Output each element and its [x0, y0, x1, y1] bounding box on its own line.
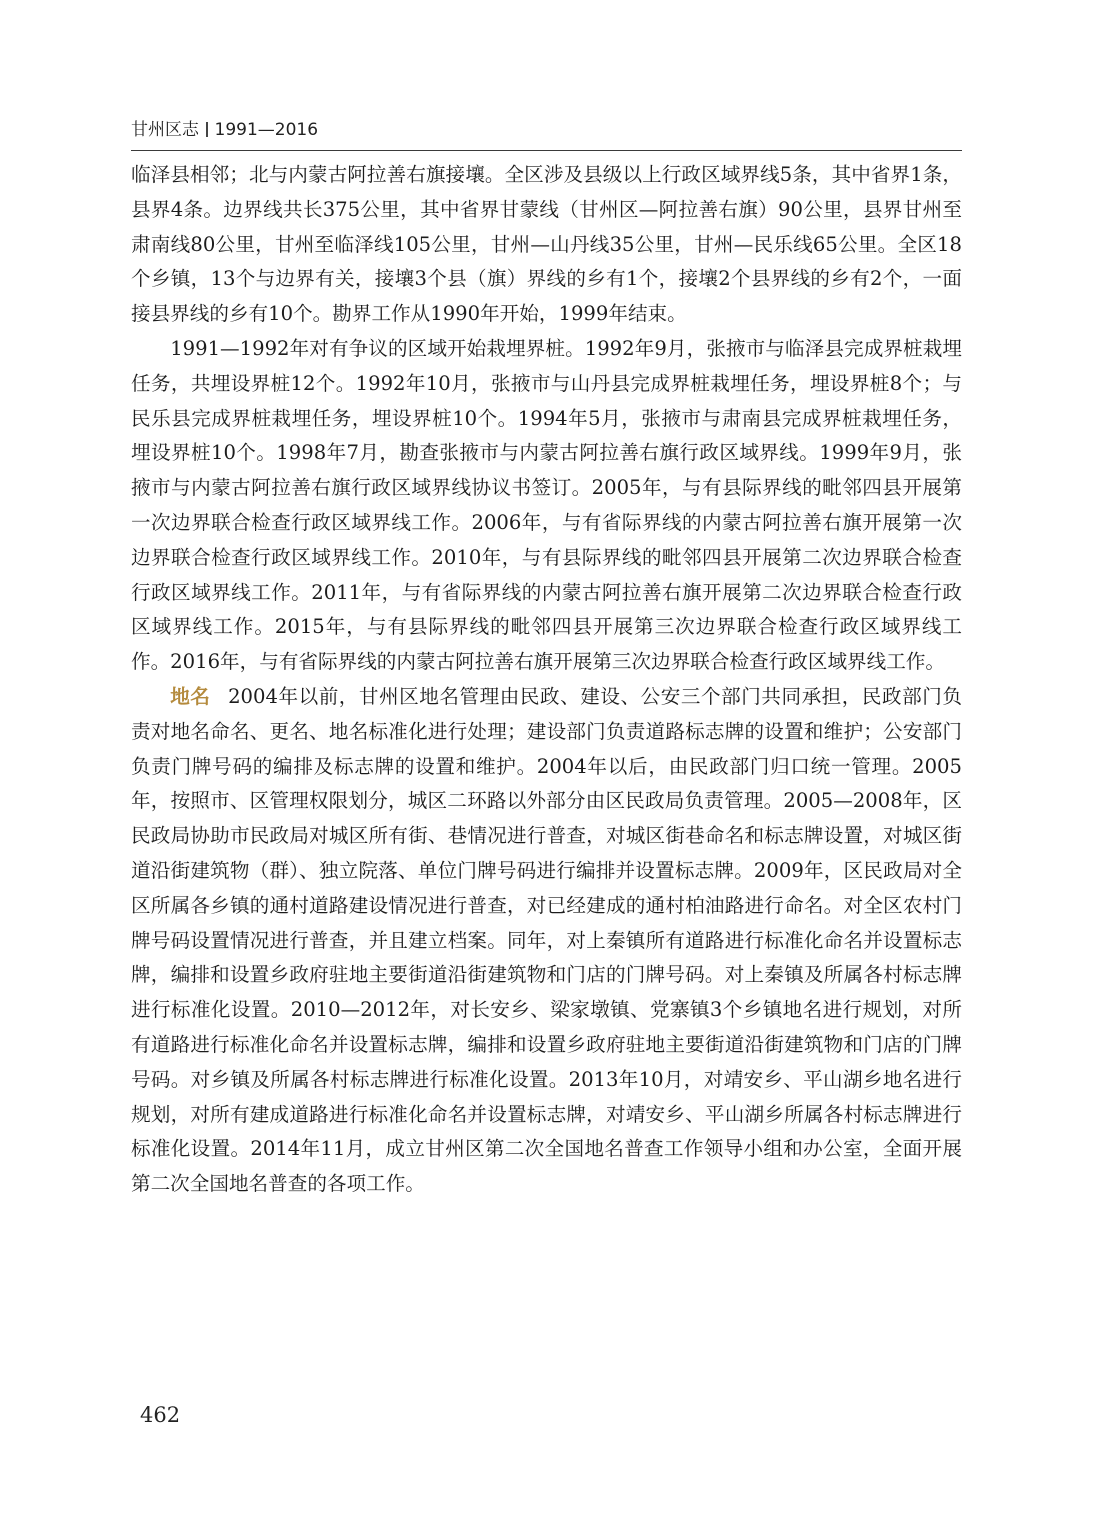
paragraph-text: 临泽县相邻；北与内蒙古阿拉善右旗接壤。全区涉及县级以上行政区域界线5条，其中省界1条，县界4条。边界线共长375公里，其中省界甘蒙线（甘州区—阿拉善右旗）90公里，县界甘州至肃南线80公里，甘州至临泽线105公里，甘州—山丹线35公里，甘州—民乐线65公里。全区18个乡镇，13个与边界有关，接壤3个县（旗）界线的乡有1个，接壤2个县界线的乡有2个，一面接县界线的乡有10个。勘界工作从1990年开始，1999年结束。 — [131, 163, 962, 326]
book-title: 甘州区志 — [131, 120, 199, 140]
page-number: 462 — [140, 1403, 181, 1427]
paragraph-text: 2004年以前，甘州区地名管理由民政、建设、公安三个部门共同承担，民政部门负责对地名命名、更名、地名标准化进行处理；建设部门负责道路标志牌的设置和维护；公安部门负责门牌号码的编排及标志牌的设置和维护。2004年以后，由民政部门归口统一管理。2005年，按照市、区管理权限划分，城区二环路以外部分由区民政局负责管理。2005—2008年，区民政局协助市民政局对城区所有街、巷情况进行普查，对城区街巷命名和标志牌设置，对城区街道沿街建筑物（群）、独立院落、单位门牌号码进行编排并设置标志牌。2009年，区民政局对全区所属各乡镇的通村道路建设情况进行普查，对已经建成的通村柏油路进行命名。对全区农村门牌号码设置情况进行普查，并且建立档案。同年，对上秦镇所有道路进行标准化命名并设置标志牌，编排和设置乡政府驻地主要街道沿街建筑物和门店的门牌号码。对上秦镇及所属各村标志牌进行标准化设置。2010—2012年，对长安乡、梁家墩镇、党寨镇3个乡镇地名进行规划，对所有道路进行标准化命名并设置标志牌，编排和设置乡政府驻地主要街道沿街建筑物和门店的门牌号码。对乡镇及所属各村标志牌进行标准化设置。2013年10月，对靖安乡、平山湖乡地名进行规划，对所有建成道路进行标准化命名并设置标志牌，对靖安乡、平山湖乡所属各村标志牌进行标准化设置。2014年11月，成立甘州区第二次全国地名普查工作领导小组和办公室，全面开展第二次全国地名普查的各项工作。 — [131, 684, 962, 1196]
section-term: 地名 — [170, 684, 211, 708]
body-text — [131, 158, 962, 1202]
paragraph-boundary-intro — [131, 158, 962, 332]
paragraph-place-names — [131, 680, 962, 1202]
paragraph-text: 1991—1992年对有争议的区域开始栽埋界桩。1992年9月，张掖市与临泽县完成界桩栽埋任务，共埋设界桩12个。1992年10月，张掖市与山丹县完成界桩栽埋任务，埋设界桩8个；与民乐县完成界桩栽埋任务，埋设界桩10个。1994年5月，张掖市与肃南县完成界桩栽埋任务，埋设界桩10个。1998年7月，勘查张掖市与内蒙古阿拉善右旗行政区域界线。1999年9月，张掖市与内蒙古阿拉善右旗行政区域界线协议书签订。2005年，与有县际界线的毗邻四县开展第一次边界联合检查行政区域界线工作。2006年，与有省际界线的内蒙古阿拉善右旗开展第一次边界联合检查行政区域界线工作。2010年，与有县际界线的毗邻四县开展第二次边界联合检查行政区域界线工作。2011年，与有省际界线的内蒙古阿拉善右旗开展第二次边界联合检查行政区域界线工作。2015年，与有县际界线的毗邻四县开展第三次边界联合检查行政区域界线工作。2016年，与有省际界线的内蒙古阿拉善右旗开展第三次边界联合检查行政区域界线工作。 — [131, 336, 962, 674]
header-divider — [206, 122, 208, 137]
running-header — [131, 118, 962, 151]
paragraph-boundary-markers — [131, 332, 962, 680]
period-label: 1991—2016 — [214, 120, 319, 140]
